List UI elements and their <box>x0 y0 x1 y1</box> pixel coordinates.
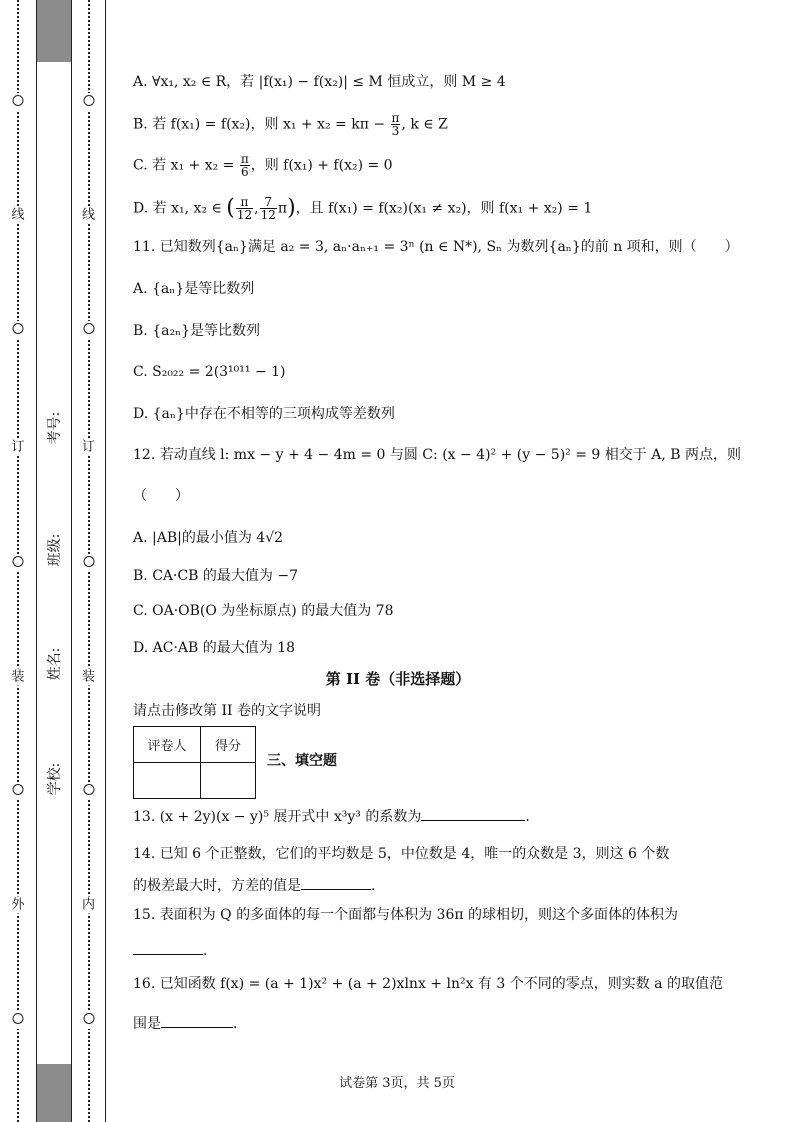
outer-mark-wai: 外 <box>11 897 25 913</box>
grader-header: 评卷人 <box>134 727 201 763</box>
exam-number-field: 考号: <box>47 411 63 445</box>
binding-circle <box>83 93 94 111</box>
inner-mark-ding: 订 <box>81 439 96 455</box>
q15-end: . <box>203 943 208 959</box>
q16-line1: 16. 已知函数 f(x) = (a + 1)x² + (a + 2)xlnx + ln²x 有 3 个不同的零点，则实数 a 的取值范 <box>133 976 723 992</box>
q10-option-a: A. ∀x₁, x₂ ∈ R，若 |f(x₁) − f(x₂)| ≤ M 恒成立，则 M ≥ 4 <box>133 74 506 90</box>
outer-mark-ding: 订 <box>11 439 25 455</box>
q10-option-b <box>133 112 448 137</box>
q12-option-b: B. CA·CB 的最大值为 −7 <box>133 568 298 584</box>
q10-option-d: D. 若 x₁, x₂ ∈ ( $\frac{\pi}{12}$ , $\frac{7}{12}$ π)，且 f(x₁) = f(x₂)(x₁ ≠ x₂)，则 f(x₁ + x₂) = 1 <box>133 195 593 222</box>
q14-line1: 14. 已知 6 个正整数，它们的平均数是 5，中位数是 4，唯一的众数是 3，则这 6 个数 <box>133 846 670 862</box>
page-footer: 试卷第 3页，共 5页 <box>339 1076 455 1091</box>
q11-option-c: C. S₂₀₂₂ = 2(3¹⁰¹¹ − 1) <box>133 364 286 380</box>
section-2-title: 第 II 卷（非选择题） <box>325 670 471 688</box>
binding-circle <box>83 782 94 800</box>
q12-option-d: D. AC·AB 的最大值为 18 <box>133 640 296 656</box>
q12-stem: 12. 若动直线 l: mx − y + 4 − 4m = 0 与圆 C: (x − 4)² + (y − 5)² = 9 相交于 A, B 两点，则 <box>133 447 741 463</box>
score-table <box>133 726 256 799</box>
q11-stem: 11. 已知数列{aₙ}满足 a₂ = 3, aₙ·aₙ₊₁ = 3ⁿ (n ∈ N*), Sₙ 为数列{aₙ}的前 n 项和，则（ ） <box>133 239 739 255</box>
q13-text: 13. (x + 2y)(x − y)⁵ 展开式中 x³y³ 的系数为 <box>133 809 422 825</box>
q13 <box>133 806 530 827</box>
inner-mark-nei: 内 <box>81 897 96 913</box>
q12-option-c: C. OA·OB(O 为坐标原点) 的最大值为 78 <box>133 603 394 619</box>
q10-option-c-text: C. 若 x₁ + x₂ = <box>133 157 235 174</box>
school-field: 学校: <box>47 762 63 796</box>
q10-option-c <box>133 153 393 178</box>
q11-option-d: D. {aₙ}中存在不相等的三项构成等差数列 <box>133 406 395 422</box>
inner-mark-zhuang: 装 <box>81 669 96 685</box>
answer-blank <box>301 875 371 890</box>
grader-cell <box>134 763 201 799</box>
q10-option-b-tail: , k ∈ Z <box>401 116 448 133</box>
student-info-strip <box>36 0 72 1122</box>
score-cell <box>201 763 256 799</box>
q14-end: . <box>371 878 376 894</box>
binding-circle <box>13 321 24 339</box>
name-field: 姓名: <box>47 647 63 681</box>
binding-circle <box>83 554 94 572</box>
q10-option-b-text: B. 若 f(x₁) = f(x₂)，则 x₁ + x₂ = kπ − <box>133 116 386 133</box>
fraction-pi-over-3: $\frac{\pi}{3}$ <box>391 111 400 138</box>
binding-circle <box>13 93 24 111</box>
binding-circle <box>13 782 24 800</box>
q16-line2-text: 围是 <box>133 1016 161 1032</box>
shade-block-top <box>37 0 71 62</box>
q14-line2 <box>133 875 375 896</box>
binding-circle <box>83 1011 94 1029</box>
outer-binding-margin <box>0 0 36 1122</box>
q16-line2 <box>133 1013 237 1034</box>
q11-option-b: B. {a₂ₙ}是等比数列 <box>133 323 261 339</box>
q15-line1: 15. 表面积为 Q 的多面体的每一个面都与体积为 36π 的球相切，则这个多面体的体积为 <box>133 907 679 923</box>
inner-mark-xian: 线 <box>81 207 96 223</box>
score-header: 得分 <box>201 727 256 763</box>
q15-line2 <box>133 940 207 961</box>
fill-in-section-heading: 三、填空题 <box>267 753 337 769</box>
fraction-pi-over-6: $\frac{\pi}{6}$ <box>240 152 249 179</box>
q16-end: . <box>233 1016 238 1032</box>
outer-mark-xian: 线 <box>11 207 25 223</box>
answer-blank <box>161 1013 233 1028</box>
binding-circle <box>13 554 24 572</box>
fraction-pi-over-12: $\frac{\pi}{12}$ <box>236 195 253 222</box>
q12-option-a: A. |AB|的最小值为 4√2 <box>133 530 284 546</box>
fraction-7-over-12: $\frac{7}{12}$ <box>260 195 276 222</box>
q10-option-c-tail: ，则 f(x₁) + f(x₂) = 0 <box>250 157 393 174</box>
q10-option-d-text: D. 若 x₁, x₂ ∈ <box>133 200 222 217</box>
answer-blank <box>421 806 525 821</box>
q12-paren: （ ） <box>133 488 189 504</box>
q13-end: . <box>525 809 530 825</box>
binding-circle <box>83 321 94 339</box>
section-2-note: 请点击修改第 II 卷的文字说明 <box>133 703 321 719</box>
inner-binding-margin <box>72 0 106 1122</box>
q14-line2-text: 的极差最大时，方差的值是 <box>133 878 301 894</box>
class-field: 班级: <box>47 533 63 567</box>
binding-circle <box>13 1011 24 1029</box>
q11-option-a: A. {aₙ}是等比数列 <box>133 281 255 297</box>
q10-option-d-tail: ，且 f(x₁) = f(x₂)(x₁ ≠ x₂)，则 f(x₁ + x₂) = 1 <box>295 200 593 217</box>
outer-mark-zhuang: 装 <box>11 669 25 685</box>
answer-blank <box>133 940 203 955</box>
